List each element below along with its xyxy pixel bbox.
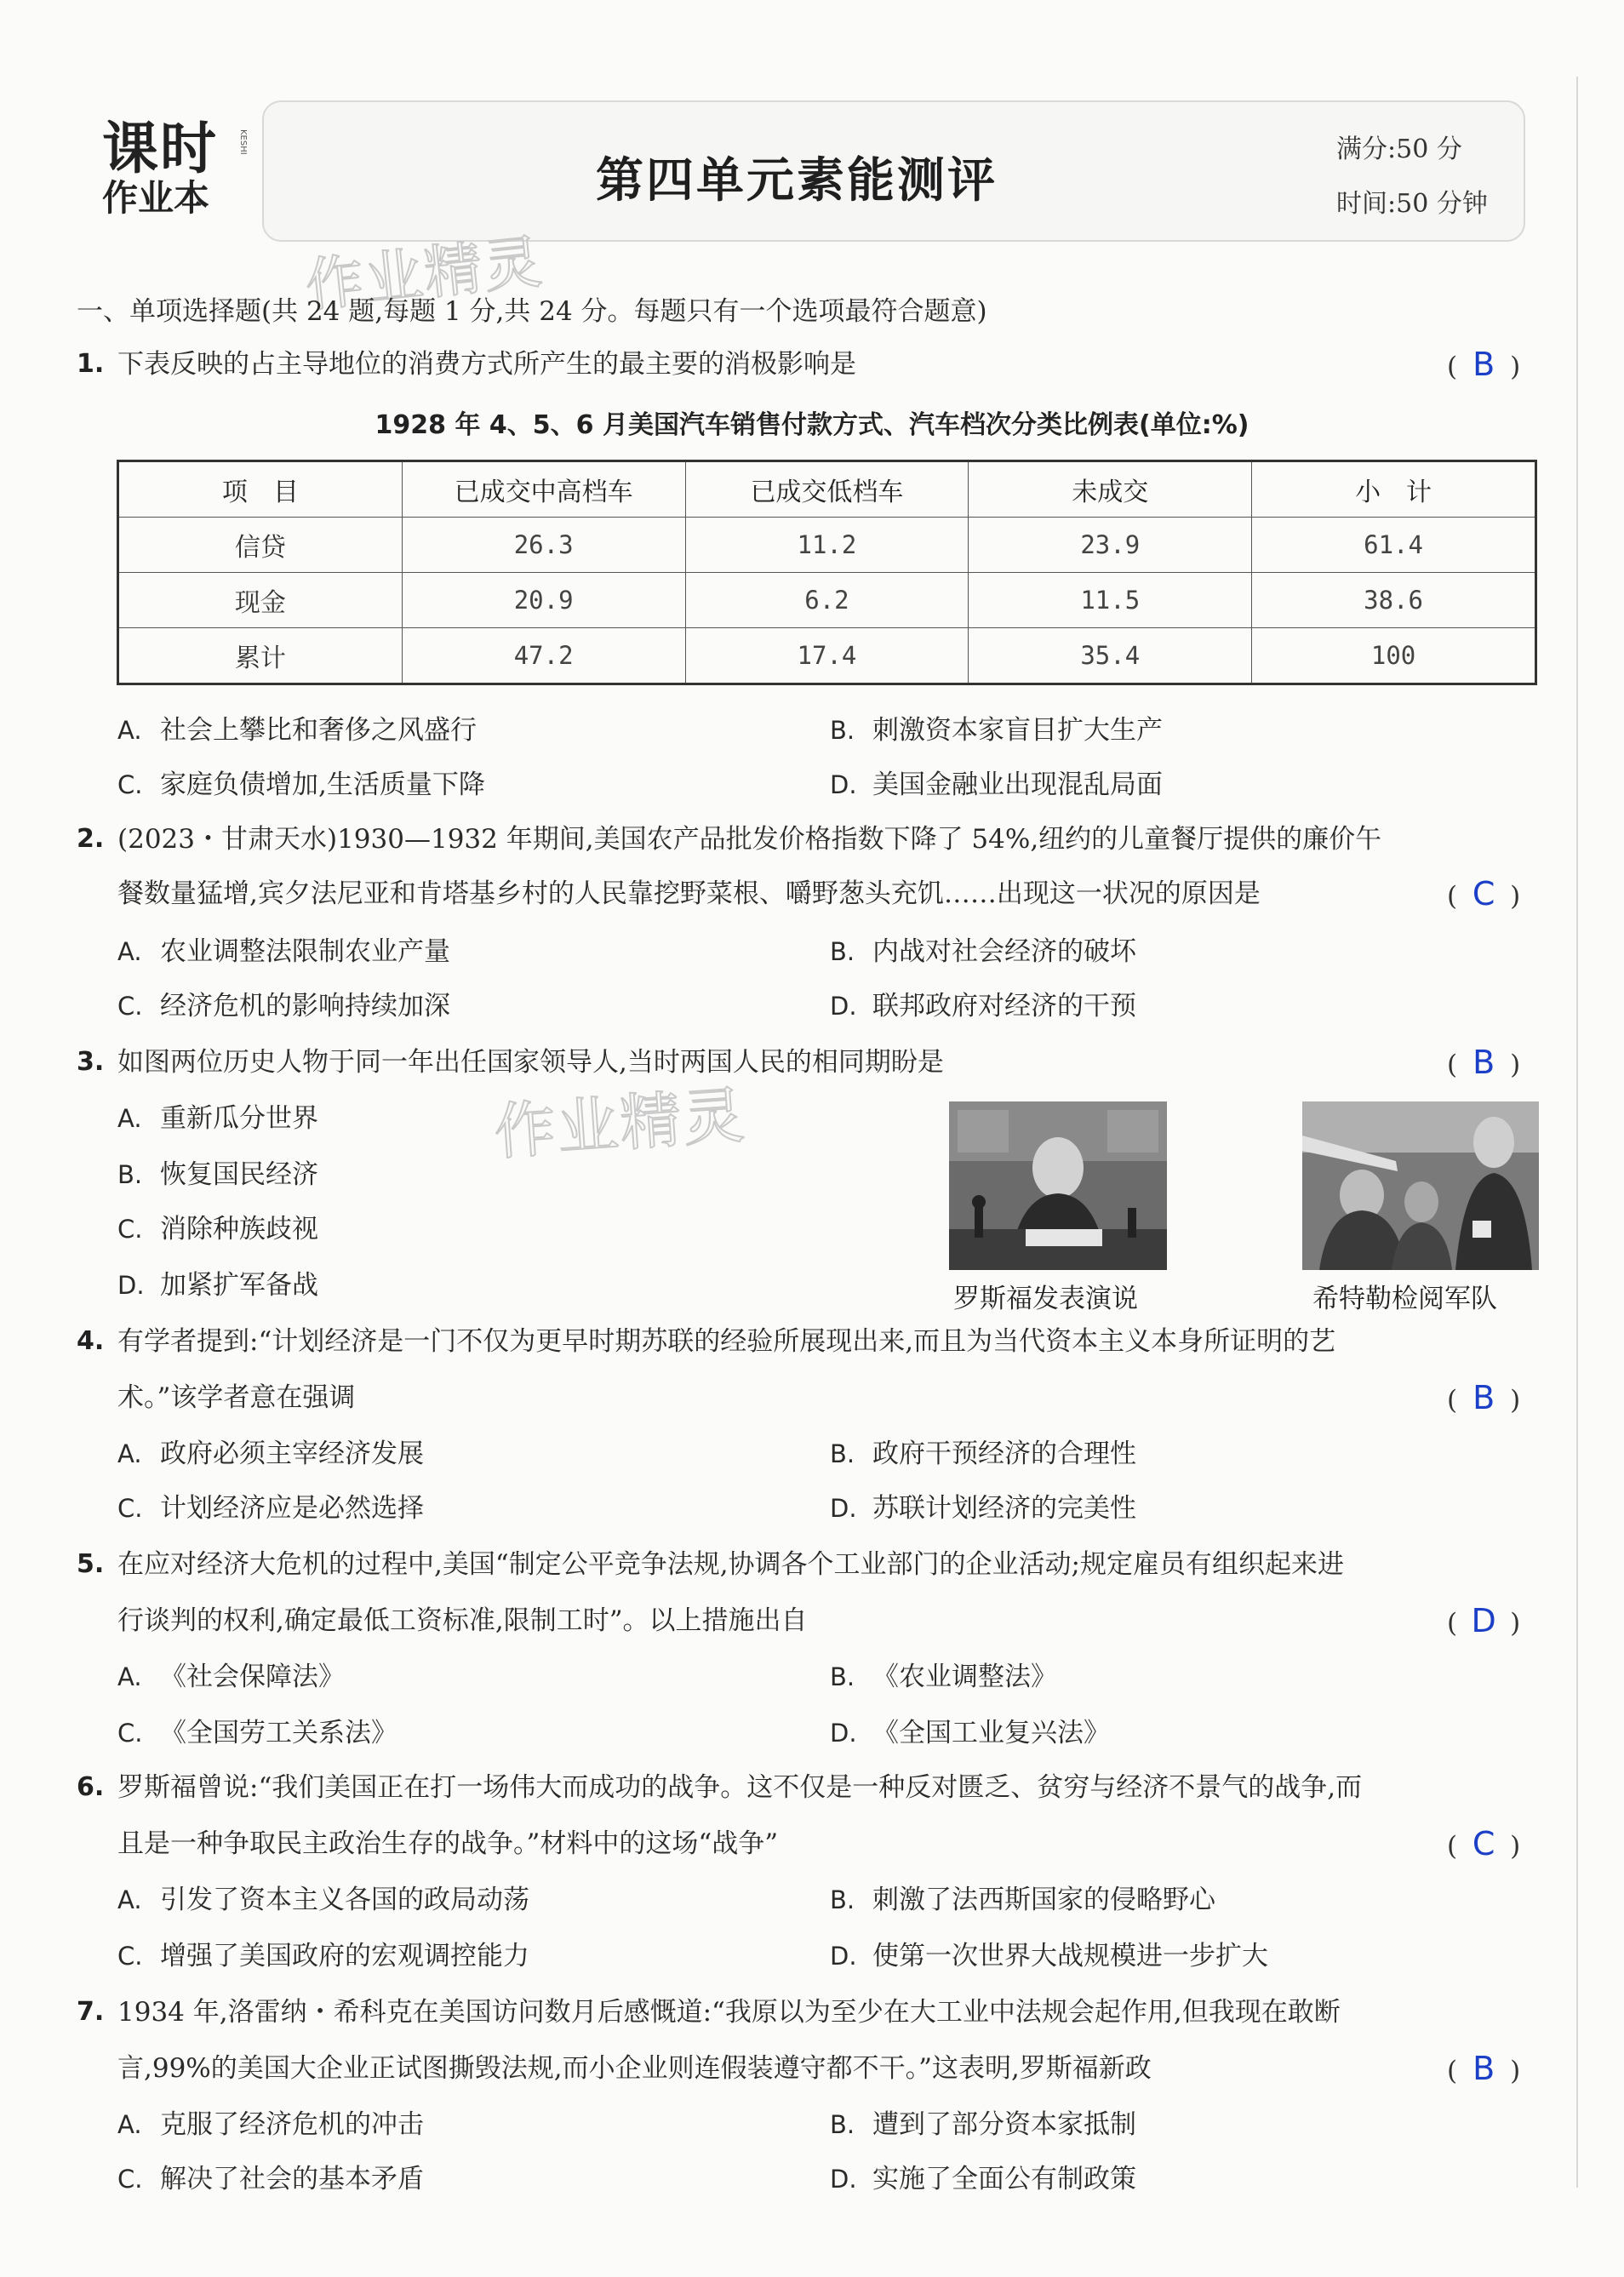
option-a[interactable]: A. 《社会保障法》 bbox=[117, 1662, 345, 1692]
option-b[interactable]: B. 遭到了部分资本家抵制 bbox=[830, 2109, 1136, 2140]
table-header-row bbox=[118, 461, 1536, 518]
option-d[interactable]: D. 加紧扩军备战 bbox=[117, 1270, 318, 1301]
option-c[interactable]: C. 计划经济应是必然选择 bbox=[117, 1493, 424, 1524]
question-7-text: 1934 年,洛雷纳・希科克在美国访问数月后感慨道:“我原以为至少在大工业中法规会起作用,但我现在敢断 bbox=[117, 1997, 1341, 2028]
option-b[interactable]: B. 刺激了法西斯国家的侵略野心 bbox=[830, 1885, 1215, 1915]
option-b[interactable]: B. 刺激资本家盲目扩大生产 bbox=[830, 715, 1163, 746]
answer-bracket: ( B ) bbox=[1447, 1044, 1521, 1081]
table-cell: 23.9 bbox=[969, 518, 1252, 573]
logo-top-text: 课时 bbox=[102, 116, 218, 181]
option-c[interactable]: C. 解决了社会的基本矛盾 bbox=[117, 2164, 424, 2194]
watermark: 作业精灵 bbox=[491, 1078, 749, 1169]
option-b[interactable]: B. 政府干预经济的合理性 bbox=[830, 1439, 1136, 1469]
logo-mark: KESHI bbox=[238, 129, 248, 155]
table-cell: 11.5 bbox=[969, 573, 1252, 628]
table-cell: 61.4 bbox=[1252, 518, 1536, 573]
option-d[interactable]: D. 《全国工业复兴法》 bbox=[830, 1718, 1110, 1748]
option-a[interactable]: A. 克服了经济危机的冲击 bbox=[117, 2109, 424, 2140]
answer-letter: B bbox=[1472, 2050, 1495, 2087]
table-header: 小 计 bbox=[1252, 461, 1536, 518]
table-row bbox=[118, 628, 1536, 684]
table-header: 已成交低档车 bbox=[685, 461, 969, 518]
answer-bracket: ( C ) bbox=[1447, 875, 1521, 913]
time-limit: 时间:50 分钟 bbox=[1336, 189, 1488, 219]
table-cell: 信贷 bbox=[118, 518, 403, 573]
table-cell: 38.6 bbox=[1252, 573, 1536, 628]
watermark: 作业精灵 bbox=[302, 228, 547, 321]
option-b[interactable]: B. 恢复国民经济 bbox=[117, 1159, 318, 1190]
answer-letter: B bbox=[1472, 1044, 1495, 1081]
answer-bracket: ( D ) bbox=[1447, 1602, 1521, 1639]
option-d[interactable]: D. 使第一次世界大战规模进一步扩大 bbox=[830, 1941, 1268, 1971]
question-4-text: 术。”该学者意在强调 bbox=[117, 1382, 356, 1413]
option-c[interactable]: C. 家庭负债增加,生活质量下降 bbox=[117, 769, 485, 800]
option-c[interactable]: C. 《全国劳工关系法》 bbox=[117, 1718, 397, 1748]
data-table bbox=[117, 460, 1537, 685]
table-row bbox=[118, 573, 1536, 628]
question-7-text: 言,99%的美国大企业正试图撕毁法规,而小企业则连假装遵守都不干。”这表明,罗斯福新政 bbox=[117, 2053, 1152, 2084]
question-number: 2. bbox=[77, 824, 105, 854]
option-b[interactable]: B. 内战对社会经济的破坏 bbox=[830, 936, 1136, 967]
table-header: 项 目 bbox=[118, 461, 403, 518]
page-edge-divider bbox=[1576, 77, 1578, 2188]
photo-caption: 希特勒检阅军队 bbox=[1312, 1284, 1497, 1314]
table-cell: 20.9 bbox=[402, 573, 685, 628]
question-number: 6. bbox=[77, 1772, 105, 1802]
option-a[interactable]: A. 农业调整法限制农业产量 bbox=[117, 936, 450, 967]
question-number: 7. bbox=[77, 1997, 105, 2027]
answer-letter: D bbox=[1471, 1602, 1496, 1639]
option-d[interactable]: D. 苏联计划经济的完美性 bbox=[830, 1493, 1136, 1524]
page-title: 第四单元素能测评 bbox=[596, 152, 998, 209]
logo-bottom-text: 作业本 bbox=[102, 177, 210, 219]
option-b[interactable]: B. 《农业调整法》 bbox=[830, 1662, 1057, 1692]
table-cell: 100 bbox=[1252, 628, 1536, 684]
table-cell: 17.4 bbox=[685, 628, 969, 684]
logo bbox=[102, 116, 251, 230]
question-6-text: 罗斯福曾说:“我们美国正在打一场伟大而成功的战争。这不仅是一种反对匮乏、贫穷与经济不景气的战争,而 bbox=[117, 1772, 1363, 1803]
answer-bracket: ( B ) bbox=[1447, 1379, 1521, 1416]
table-cell: 47.2 bbox=[402, 628, 685, 684]
answer-bracket: ( B ) bbox=[1447, 2050, 1521, 2087]
option-a[interactable]: A. 引发了资本主义各国的政局动荡 bbox=[117, 1885, 529, 1915]
question-5-text: 行谈判的权利,确定最低工资标准,限制工时”。以上措施出自 bbox=[117, 1605, 808, 1636]
table-cell: 11.2 bbox=[685, 518, 969, 573]
option-d[interactable]: D. 美国金融业出现混乱局面 bbox=[830, 769, 1163, 800]
question-6-text: 且是一种争取民主政治生存的战争。”材料中的这场“战争” bbox=[117, 1828, 779, 1859]
option-a[interactable]: A. 社会上攀比和奢侈之风盛行 bbox=[117, 715, 477, 746]
option-a[interactable]: A. 重新瓜分世界 bbox=[117, 1103, 318, 1134]
question-number: 4. bbox=[77, 1326, 105, 1356]
question-3-text: 如图两位历史人物于同一年出任国家领导人,当时两国人民的相同期盼是 bbox=[117, 1047, 944, 1078]
answer-letter: B bbox=[1472, 1379, 1495, 1416]
question-2-text: (2023・甘肃天水)1930—1932 年期间,美国农产品批发价格指数下降了 54%,纽约的儿童餐厅提供的廉价午 bbox=[117, 824, 1382, 855]
option-d[interactable]: D. 实施了全面公有制政策 bbox=[830, 2164, 1136, 2194]
answer-letter: B bbox=[1472, 346, 1495, 383]
option-c[interactable]: C. 消除种族歧视 bbox=[117, 1214, 318, 1244]
answer-bracket: ( B ) bbox=[1447, 346, 1521, 383]
table-header: 未成交 bbox=[969, 461, 1252, 518]
question-number: 5. bbox=[77, 1549, 105, 1579]
option-d[interactable]: D. 联邦政府对经济的干预 bbox=[830, 991, 1136, 1021]
table-header: 已成交中高档车 bbox=[402, 461, 685, 518]
question-2-text: 餐数量猛增,宾夕法尼亚和肯塔基乡村的人民靠挖野菜根、嚼野葱头充饥……出现这一状况的原因是 bbox=[117, 878, 1261, 909]
answer-letter: C bbox=[1472, 875, 1495, 913]
full-score: 满分:50 分 bbox=[1336, 134, 1462, 164]
table-cell: 35.4 bbox=[969, 628, 1252, 684]
hitler-review-photo bbox=[1302, 1101, 1539, 1270]
table-cell: 现金 bbox=[118, 573, 403, 628]
question-5-text: 在应对经济大危机的过程中,美国“制定公平竞争法规,协调各个工业部门的企业活动;规定雇员有组织起来进 bbox=[117, 1549, 1344, 1580]
question-1-text: 下表反映的占主导地位的消费方式所产生的最主要的消极影响是 bbox=[117, 349, 856, 380]
question-number: 3. bbox=[77, 1047, 105, 1077]
table-cell: 26.3 bbox=[402, 518, 685, 573]
table-cell: 6.2 bbox=[685, 573, 969, 628]
section-heading: 一、单项选择题(共 24 题,每题 1 分,共 24 分。每题只有一个选项最符合题意) bbox=[77, 296, 987, 327]
option-c[interactable]: C. 增强了美国政府的宏观调控能力 bbox=[117, 1941, 529, 1971]
table-row bbox=[118, 518, 1536, 573]
table-caption: 1928 年 4、5、6 月美国汽车销售付款方式、汽车档次分类比例表(单位:%) bbox=[375, 410, 1249, 440]
table-cell: 累计 bbox=[118, 628, 403, 684]
question-number: 1. bbox=[77, 349, 105, 379]
question-4-text: 有学者提到:“计划经济是一门不仅为更早时期苏联的经验所展现出来,而且为当代资本主义本身所证明的艺 bbox=[117, 1326, 1336, 1357]
answer-letter: C bbox=[1472, 1825, 1495, 1862]
option-a[interactable]: A. 政府必须主宰经济发展 bbox=[117, 1439, 424, 1469]
roosevelt-speech-photo bbox=[949, 1101, 1167, 1270]
answer-bracket: ( C ) bbox=[1447, 1825, 1521, 1862]
option-c[interactable]: C. 经济危机的影响持续加深 bbox=[117, 991, 450, 1021]
photo-caption: 罗斯福发表演说 bbox=[953, 1284, 1138, 1314]
